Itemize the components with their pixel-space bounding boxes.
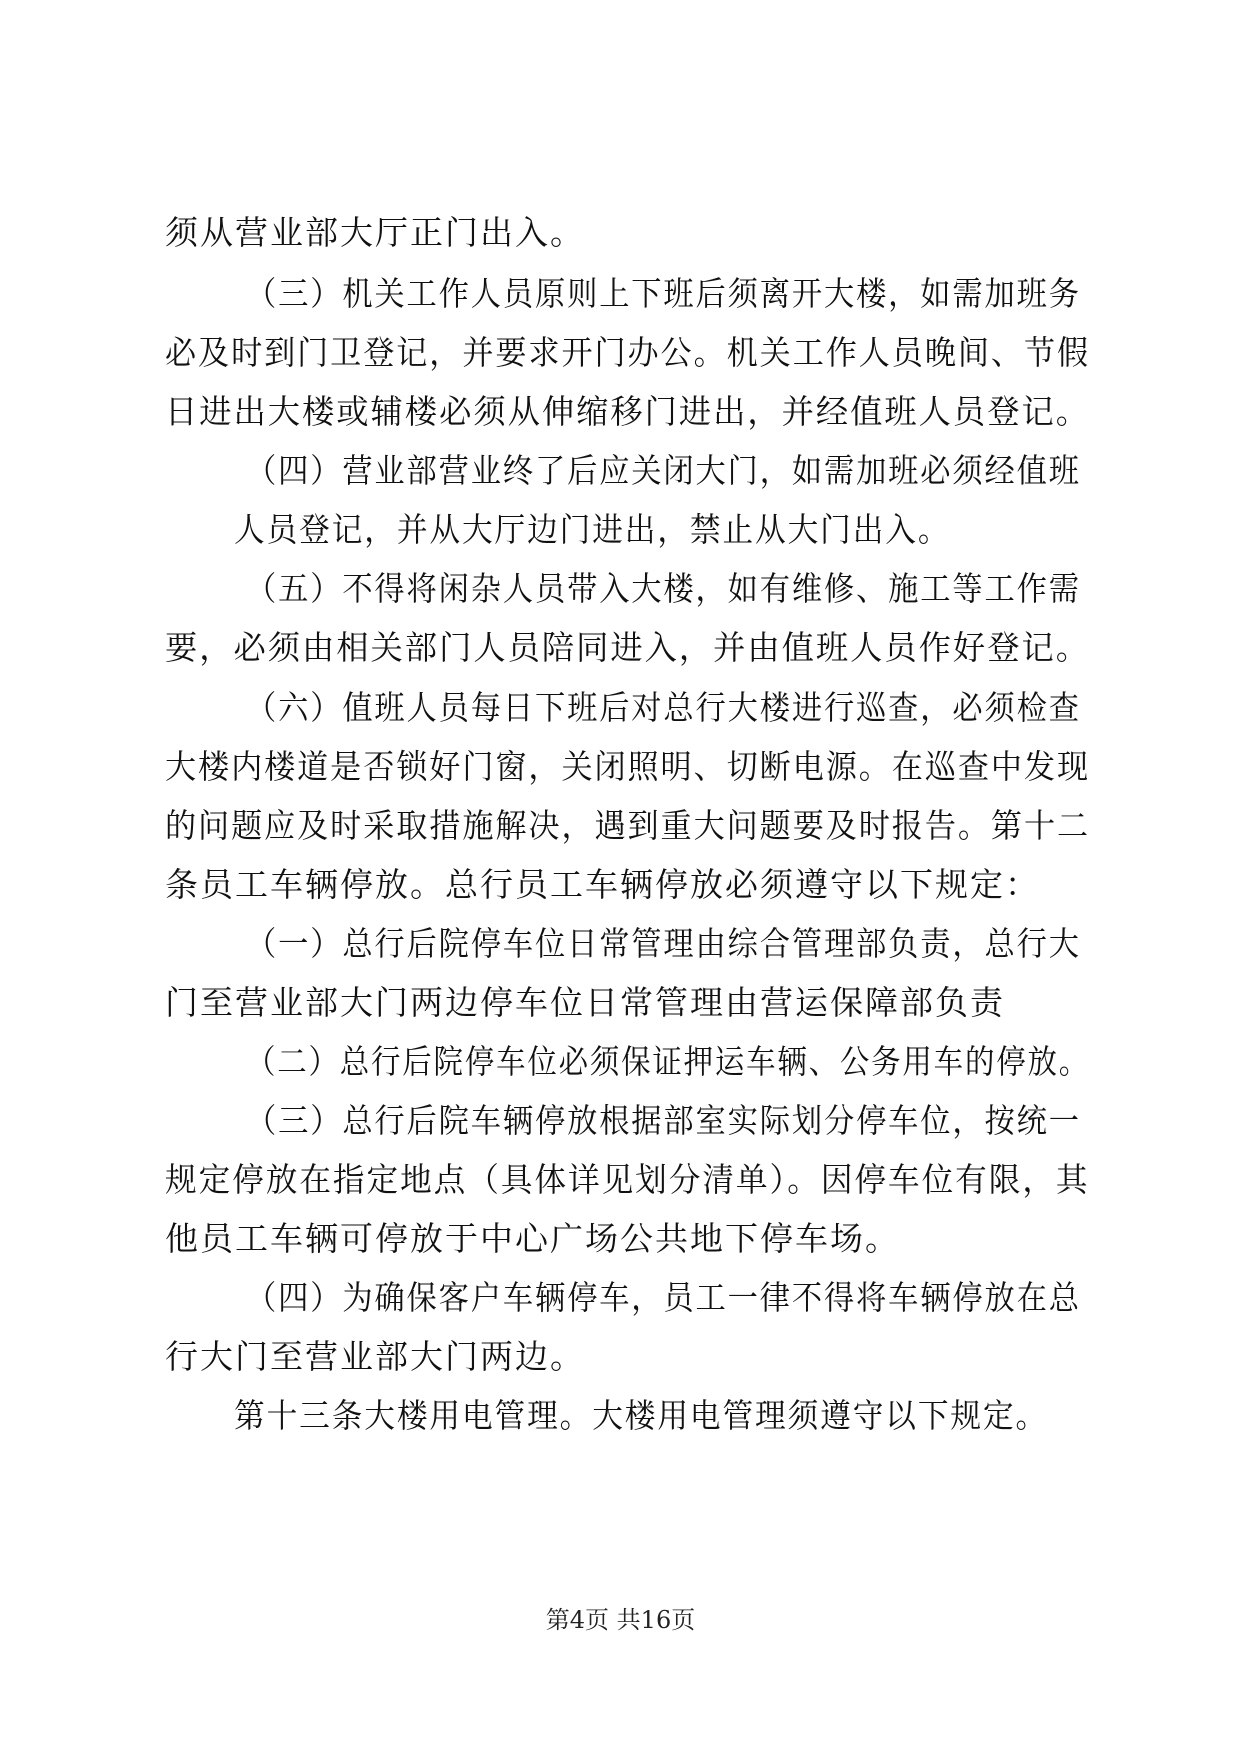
paragraph-line: 行大门至营业部大门两边。: [165, 1337, 585, 1376]
paragraph-line: 的问题应及时采取措施解决，遇到重大问题要及时报告。第十二: [165, 806, 1091, 845]
paragraph-line: （三）机关工作人员原则上下班后须离开大楼，如需加班务: [246, 274, 1081, 313]
page-footer: 第4页 共16页: [545, 1606, 696, 1634]
paragraph-line: （六）值班人员每日下班后对总行大楼进行巡查，必须检查: [246, 688, 1081, 727]
paragraph-line: （五）不得将闲杂人员带入大楼，如有维修、施工等工作需: [246, 569, 1081, 608]
paragraph-line: （一）总行后院停车位日常管理由综合管理部负责，总行大: [246, 924, 1081, 963]
paragraph-line: 人员登记，并从大厅边门进出，禁止从大门出入。: [234, 510, 951, 549]
paragraph-line: （四）营业部营业终了后应关闭大门，如需加班必须经值班: [246, 451, 1081, 490]
paragraph-line: （三）总行后院车辆停放根据部室实际划分停车位，按统一: [246, 1101, 1081, 1140]
paragraph-line: （二）总行后院停车位必须保证押运车辆、公务用车的停放。: [246, 1042, 1090, 1081]
paragraph-line: 条员工车辆停放。总行员工车辆停放必须遵守以下规定：: [165, 865, 1040, 904]
paragraph-line: 要，必须由相关部门人员陪同进入，并由值班人员作好登记。: [165, 628, 1090, 667]
paragraph-line: 门至营业部大门两边停车位日常管理由营运保障部负责: [165, 983, 1005, 1022]
paragraph-line: 规定停放在指定地点（具体详见划分清单）。因停车位有限，其: [165, 1160, 1090, 1199]
paragraph-line: 必及时到门卫登记，并要求开门办公。机关工作人员晚间、节假: [165, 333, 1091, 372]
paragraph-line: （四）为确保客户车辆停车，员工一律不得将车辆停放在总: [246, 1278, 1081, 1317]
paragraph-line: 第十三条大楼用电管理。大楼用电管理须遵守以下规定。: [234, 1396, 1049, 1435]
paragraph-line: 日进出大楼或辅楼必须从伸缩移门进出，并经值班人员登记。: [165, 392, 1090, 431]
paragraph-line: 须从营业部大厅正门出入。: [165, 213, 585, 252]
paragraph-line: 他员工车辆可停放于中心广场公共地下停车场。: [165, 1219, 900, 1258]
paragraph-line: 大楼内楼道是否锁好门窗，关闭照明、切断电源。在巡查中发现: [165, 747, 1091, 786]
